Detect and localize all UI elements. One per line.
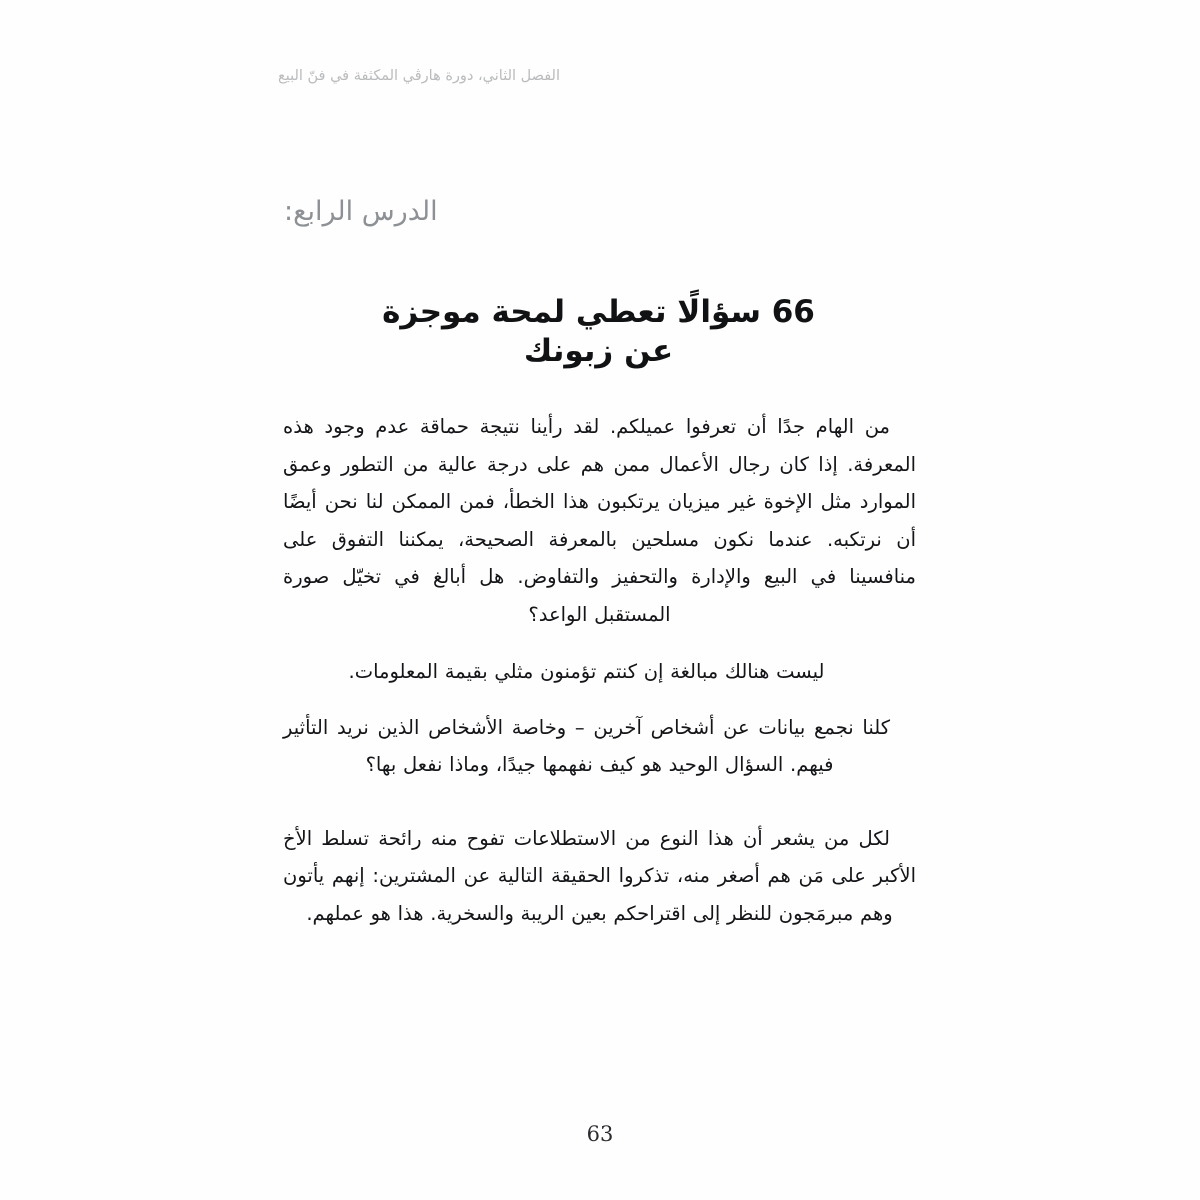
page-number: 63 bbox=[586, 1122, 614, 1146]
paragraph-3: كلنا نجمع بيانات عن أشخاص آخرين – وخاصة الأشخاص الذين نريد التأثير فيهم. السؤال الوحيد هو كيف نفهمها جيدًا، وماذا نفعل بها؟ bbox=[283, 715, 890, 776]
book-page: الفصل الثاني، دورة هارڤي المكثفة في فنّ البيع الدرس الرابع: 66 سؤالًا تعطي لمحة موجزة عن زبونك من الهام جدًا أن تعرفوا عميلكم. لقد رأينا نتيجة حماقة عدم وجود هذه المعرفة. إذا كان رجال الأعمال ممن هم على درجة عالية من التطور وعمق الموارد مثل الإخوة غير ميزيان يرتكبون هذا الخطأ، فمن الممكن لنا نحن أيضًا أن نرتكبه. عندما نكون مسلحين بالمعرفة الصحيحة، يمكننا التفوق على منافسينا في البيع والإدارة والتحفيز والتفاوض. هل أبالغ في تخيّل صورة المستقبل الواعد؟ ليست هنالك مبالغة إن كنتم تؤمنون مثلي بقيمة المعلومات. كلنا نجمع بيانات عن أشخاص آخرين – وخاصة الأشخاص الذين نريد التأثير فيهم. السؤال الوحيد هو كيف نفهمها جيدًا، وماذا نفعل بها؟ لكل من يشعر أن هذا النوع من الاستطلاعات تفوح منه رائحة تسلط الأخ الأكبر على مَن هم أصغر منه، تذكروا الحقيقة التالية عن المشترين: إنهم يأتون وهم مبرمَجون للنظر إلى اقتراحكم بعين الريبة والسخرية. هذا هو عملهم. 63 bbox=[0, 0, 1200, 1200]
paragraph-4: لكل من يشعر أن هذا النوع من الاستطلاعات تفوح منه رائحة تسلط الأخ الأكبر على مَن هم أصغر منه، تذكروا الحقيقة التالية عن المشترين: إنهم يأتون وهم مبرمَجون للنظر إلى اقتراحكم بعين الريبة والسخرية. هذا هو عملهم. bbox=[283, 826, 916, 925]
lesson-label: الدرس الرابع: bbox=[284, 196, 438, 227]
body-text-block bbox=[283, 408, 916, 952]
page-title: 66 سؤالًا تعطي لمحة موجزة عن زبونك bbox=[382, 293, 815, 369]
paragraph-1: من الهام جدًا أن تعرفوا عميلكم. لقد رأينا نتيجة حماقة عدم وجود هذه المعرفة. إذا كان رجال الأعمال ممن هم على درجة عالية من التطور وعمق الموارد مثل الإخوة غير ميزيان يرتكبون هذا الخطأ، فمن الممكن لنا نحن أيضًا أن نرتكبه. عندما نكون مسلحين بالمعرفة الصحيحة، يمكننا التفوق على منافسينا في البيع والإدارة والتحفيز والتفاوض. هل أبالغ في تخيّل صورة المستقبل الواعد؟ bbox=[283, 415, 916, 626]
paragraph-spacer bbox=[283, 804, 916, 820]
paragraph-2: ليست هنالك مبالغة إن كنتم تؤمنون مثلي بقيمة المعلومات. bbox=[348, 660, 825, 683]
